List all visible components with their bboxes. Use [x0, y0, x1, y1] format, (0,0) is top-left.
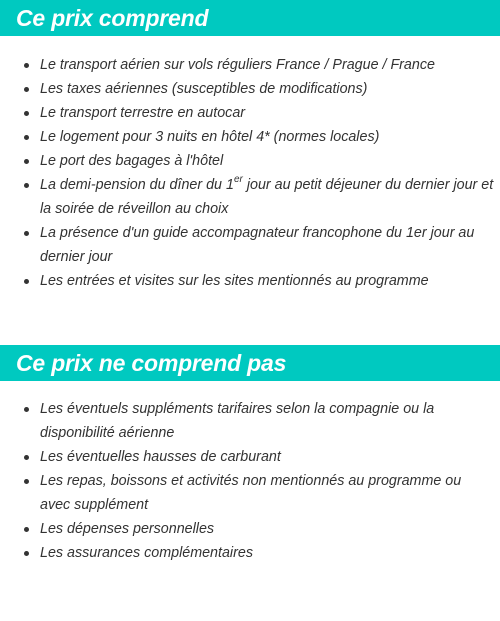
list-item — [0, 269, 500, 293]
excluded-list — [0, 397, 500, 565]
list-item-text: Les repas, boissons et activités non mentionnés au programme ou avec supplément — [40, 473, 462, 513]
included-section-title: Ce prix comprend — [16, 4, 209, 31]
list-item — [0, 469, 500, 517]
list-item — [0, 445, 500, 469]
list-item-text-end: jour au petit déjeuner du dernier jour et la soirée de réveillon au choix — [40, 177, 494, 217]
bullet-icon — [24, 159, 29, 164]
list-item-text: Les éventuels suppléments tarifaires selon la compagnie ou la disponibilité aérienne — [40, 401, 435, 441]
bullet-icon — [24, 87, 29, 92]
bullet-icon — [24, 63, 29, 68]
bullet-icon — [24, 111, 29, 116]
included-list — [0, 53, 500, 293]
list-item-text: Les taxes aériennes (susceptibles de modifications) — [40, 81, 368, 97]
bullet-icon — [24, 407, 29, 412]
bullet-icon — [24, 279, 29, 284]
excluded-section-header — [0, 345, 500, 381]
list-item-text: Les dépenses personnelles — [40, 521, 215, 537]
list-item-text: Le port des bagages à l'hôtel — [40, 153, 224, 169]
list-item — [0, 53, 500, 77]
bullet-icon — [24, 527, 29, 532]
bullet-icon — [24, 551, 29, 556]
list-item — [0, 397, 500, 445]
list-item — [0, 149, 500, 173]
included-section-header — [0, 0, 500, 36]
bullet-icon — [24, 135, 29, 140]
list-item — [0, 517, 500, 541]
list-item-text: Le transport aérien sur vols réguliers France / Prague / France — [40, 57, 435, 73]
list-item-text: Le logement pour 3 nuits en hôtel 4* (normes locales) — [40, 129, 380, 145]
list-item — [0, 77, 500, 101]
list-item — [0, 125, 500, 149]
excluded-section-title: Ce prix ne comprend pas — [16, 349, 287, 376]
list-item-text: La présence d'un guide accompagnateur francophone du 1er jour au dernier jour — [40, 225, 475, 265]
list-item-text-start: La demi-pension du dîner du 1 — [40, 177, 234, 193]
superscript-text: er — [233, 174, 243, 186]
list-item — [0, 221, 500, 269]
list-item-text: Les assurances complémentaires — [40, 545, 253, 561]
list-item — [0, 101, 500, 125]
list-item-text: Les éventuelles hausses de carburant — [40, 449, 281, 465]
list-item — [0, 541, 500, 565]
bullet-icon — [24, 479, 29, 484]
list-item — [0, 173, 500, 221]
list-item-text: Les entrées et visites sur les sites mentionnés au programme — [40, 273, 429, 289]
bullet-icon — [24, 231, 29, 236]
bullet-icon — [24, 183, 29, 188]
bullet-icon — [24, 455, 29, 460]
list-item-text: Le transport terrestre en autocar — [40, 105, 246, 121]
